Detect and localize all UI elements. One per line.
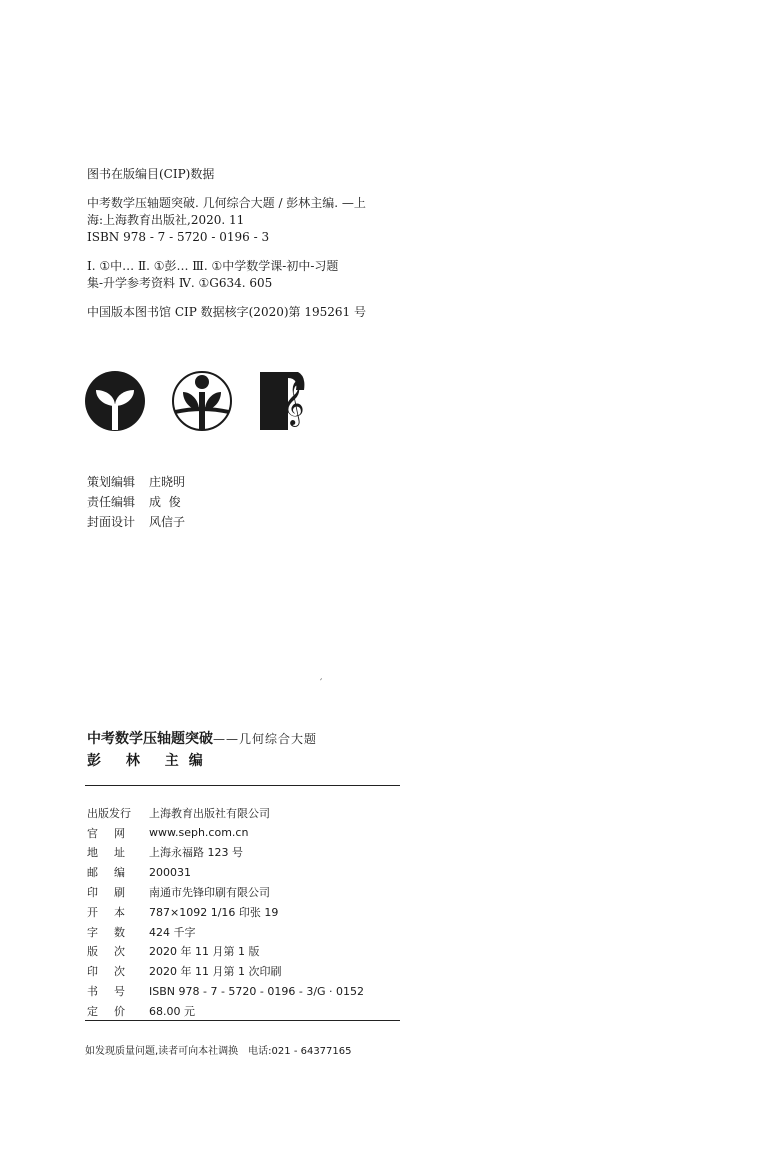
- publisher-sprout-logo-icon: [84, 370, 146, 432]
- pub-row: [87, 1001, 364, 1021]
- cip-number: 中国版本图书馆 CIP 数据核字(2020)第 195261 号: [87, 305, 366, 319]
- cip-line: ISBN 978 - 7 - 5720 - 0196 - 3: [87, 230, 270, 244]
- book-subtitle: ——几何综合大题: [213, 732, 318, 746]
- pub-row: [87, 823, 364, 843]
- cip-line: 海:上海教育出版社,2020. 11: [87, 213, 245, 227]
- cip-line: 中考数学压轴题突破. 几何综合大题 / 彭林主编. —上: [87, 196, 366, 210]
- pub-value: 200031: [149, 865, 191, 879]
- website-link[interactable]: www.seph.com.cn: [149, 826, 249, 840]
- pub-value: 南通市先锋印刷有限公司: [149, 886, 270, 900]
- pub-value[interactable]: 上海教育出版社有限公司: [149, 806, 270, 820]
- pub-key: 印 刷: [87, 886, 125, 900]
- pub-key: 出版发行: [87, 806, 131, 820]
- book-title-main: 中考数学压轴题突破: [87, 731, 213, 747]
- pub-row: [87, 942, 364, 962]
- svg-text:𝄞: 𝄞: [282, 381, 305, 425]
- pub-row: [87, 922, 364, 942]
- pub-value: 424 千字: [149, 925, 196, 939]
- pub-key: 版 次: [87, 945, 125, 959]
- editorial-staff: [87, 472, 185, 532]
- staff-name: 庄晓明: [149, 475, 186, 489]
- cip-header: 图书在版编目(CIP)数据: [87, 167, 215, 181]
- book-author: 彭 林 主编: [87, 753, 213, 769]
- staff-role: 封面设计: [87, 515, 136, 529]
- pub-key: 地 址: [87, 846, 125, 860]
- divider: [85, 1020, 400, 1021]
- pub-value: ISBN 978 - 7 - 5720 - 0196 - 3/G · 0152: [149, 984, 365, 998]
- pub-value: 68.00 元: [149, 1004, 195, 1018]
- book-title: [87, 728, 317, 748]
- print-speck: ′: [320, 678, 323, 689]
- pub-key: 字 数: [87, 925, 125, 939]
- pub-key: 邮 编: [87, 866, 125, 880]
- pub-row: [87, 882, 364, 902]
- pub-key: 印 次: [87, 965, 125, 979]
- staff-row: [87, 492, 185, 512]
- pub-key: 官 网: [87, 826, 125, 840]
- pub-value: 上海永福路 123 号: [149, 846, 243, 860]
- pub-value: 2020 年 11 月第 1 次印刷: [149, 965, 282, 979]
- staff-name: 风信子: [149, 515, 186, 529]
- pub-row: [87, 843, 364, 863]
- cip-block: [87, 166, 407, 321]
- staff-row: [87, 512, 185, 532]
- publishing-info: [87, 803, 364, 1021]
- pub-key: 开 本: [87, 905, 125, 919]
- cip-line: 集-升学参考资料 Ⅳ. ①G634. 605: [87, 276, 273, 290]
- pub-row: [87, 862, 364, 882]
- pub-row: [87, 961, 364, 981]
- staff-name: 成 俊: [149, 495, 181, 509]
- pub-row: [87, 902, 364, 922]
- staff-role: 策划编辑: [87, 475, 136, 489]
- staff-row: [87, 472, 185, 492]
- pub-value: 2020 年 11 月第 1 版: [149, 945, 260, 959]
- pub-value: 787×1092 1/16 印张 19: [149, 905, 279, 919]
- pub-key: 定 价: [87, 1004, 125, 1018]
- pub-key: 书 号: [87, 985, 125, 999]
- staff-role: 责任编辑: [87, 495, 136, 509]
- divider: [85, 785, 400, 786]
- music-treble-clef-logo-icon: [260, 370, 308, 432]
- cip-line: Ⅰ. ①中… Ⅱ. ①彭… Ⅲ. ①中学数学课-初中-习题: [87, 259, 339, 273]
- publisher-flower-logo-icon: [171, 370, 233, 432]
- pub-row: [87, 803, 364, 823]
- quality-notice: 如发现质量问题,读者可向本社调换 电话:021 - 64377165: [85, 1046, 352, 1057]
- pub-row: [87, 981, 364, 1001]
